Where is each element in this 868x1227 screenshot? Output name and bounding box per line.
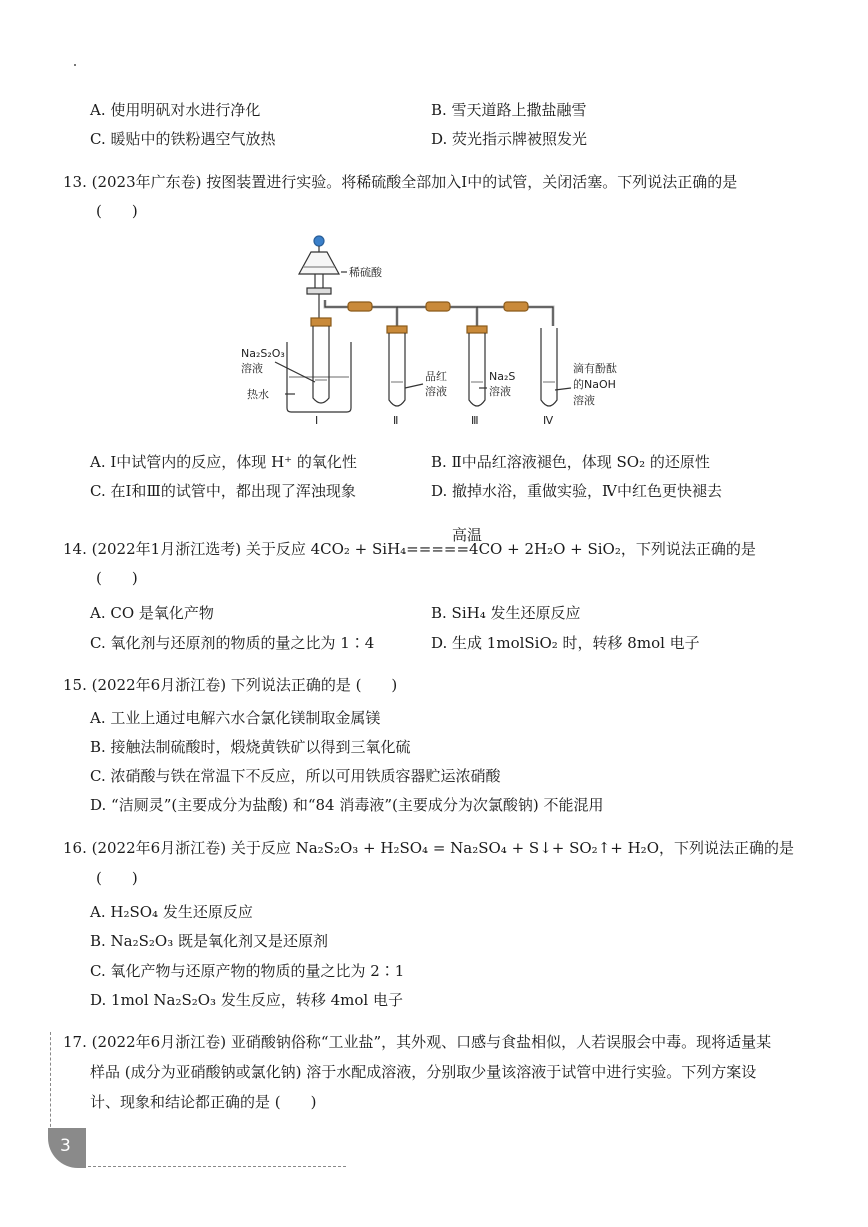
q12-option-a: A. 使用明矾对水进行净化 bbox=[90, 101, 261, 119]
q16-option-b: B. Na₂S₂O₃ 既是氧化剂又是还原剂 bbox=[90, 932, 329, 950]
label-tube-ii: Ⅱ bbox=[393, 414, 399, 427]
q14-answer-paren: ( ) bbox=[96, 569, 138, 587]
q14-option-b: B. SiH₄ 发生还原反应 bbox=[431, 604, 581, 622]
label-naoh: 的NaOH bbox=[573, 378, 616, 391]
label-tube-iii: Ⅲ bbox=[471, 414, 479, 427]
q15-option-c: C. 浓硝酸与铁在常温下不反应，所以可用铁质容器贮运浓硝酸 bbox=[90, 767, 501, 785]
q13-apparatus-diagram bbox=[225, 232, 655, 432]
q12-option-c: C. 暖贴中的铁粉遇空气放热 bbox=[90, 130, 276, 148]
q12-option-b: B. 雪天道路上撒盐融雪 bbox=[431, 101, 587, 119]
label-magenta: 品红 bbox=[425, 370, 447, 383]
q13-option-a: A. Ⅰ中试管内的反应，体现 H⁺ 的氧化性 bbox=[90, 453, 357, 471]
q15-option-a: A. 工业上通过电解六水合氯化镁制取金属镁 bbox=[90, 709, 381, 727]
q15-option-b: B. 接触法制硫酸时，煅烧黄铁矿以得到三氧化硫 bbox=[90, 738, 411, 756]
q16-option-a: A. H₂SO₄ 发生还原反应 bbox=[90, 903, 253, 921]
q12-option-d: D. 荧光指示牌被照发光 bbox=[431, 130, 588, 148]
q15-stem: 15. (2022年6月浙江卷) 下列说法正确的是 ( ) bbox=[63, 676, 398, 694]
q13-option-b: B. Ⅱ中品红溶液褪色，体现 SO₂ 的还原性 bbox=[431, 453, 710, 471]
label-hot-water: 热水 bbox=[247, 388, 269, 401]
q14-stem: 14. (2022年1月浙江选考) 关于反应 4CO₂ + SiH₄=====4CO + 2H₂O + SiO₂，下列说法正确的是 bbox=[63, 540, 756, 558]
label-dilute-sulfuric-acid: 稀硫酸 bbox=[349, 266, 382, 279]
label-na2s2o3-solution: 溶液 bbox=[241, 362, 263, 375]
q16-option-c: C. 氧化产物与还原产物的物质的量之比为 2∶1 bbox=[90, 962, 405, 980]
label-phenolphthalein: 滴有酚酞 bbox=[573, 362, 617, 375]
q13-option-c: C. 在Ⅰ和Ⅲ的试管中，都出现了浑浊现象 bbox=[90, 482, 356, 500]
label-na2s2o3: Na₂S₂O₃ bbox=[241, 347, 285, 360]
q17-stem-line-3: 计、现象和结论都正确的是 ( ) bbox=[90, 1093, 317, 1111]
q13-stem: 13. (2023年广东卷) 按图装置进行实验。将稀硫酸全部加入Ⅰ中的试管，关闭活塞。下列说法正确的是 bbox=[63, 173, 738, 191]
footer-dashed-line bbox=[88, 1166, 346, 1167]
label-na2s-solution: 溶液 bbox=[489, 385, 511, 398]
page-number: 3 bbox=[60, 1136, 71, 1156]
q13-option-d: D. 撤掉水浴，重做实验，Ⅳ中红色更快褪去 bbox=[431, 482, 723, 500]
q16-answer-paren: ( ) bbox=[96, 869, 138, 887]
margin-dashed-line bbox=[50, 1032, 51, 1132]
q14-option-a: A. CO 是氧化产物 bbox=[90, 604, 214, 622]
q13-answer-paren: ( ) bbox=[96, 202, 138, 220]
label-tube-iv: Ⅳ bbox=[543, 414, 554, 427]
label-magenta-solution: 溶液 bbox=[425, 385, 447, 398]
label-na2s: Na₂S bbox=[489, 370, 516, 383]
scan-dot bbox=[74, 64, 76, 66]
q16-option-d: D. 1mol Na₂S₂O₃ 发生反应，转移 4mol 电子 bbox=[90, 991, 403, 1009]
q14-option-d: D. 生成 1molSiO₂ 时，转移 8mol 电子 bbox=[431, 634, 700, 652]
q14-reaction-condition: 高温 bbox=[452, 526, 483, 544]
label-tube-i: Ⅰ bbox=[315, 414, 319, 427]
q17-stem-line-2: 样品 (成分为亚硝酸钠或氯化钠) 溶于水配成溶液，分别取少量该溶液于试管中进行实验。下列方案设 bbox=[90, 1063, 757, 1081]
q15-option-d: D. “洁厕灵”(主要成分为盐酸) 和“84 消毒液”(主要成分为次氯酸钠) 不能混用 bbox=[90, 796, 604, 814]
label-naoh-solution: 溶液 bbox=[573, 394, 595, 407]
q14-option-c: C. 氧化剂与还原剂的物质的量之比为 1∶4 bbox=[90, 634, 375, 652]
q16-stem: 16. (2022年6月浙江卷) 关于反应 Na₂S₂O₃ + H₂SO₄ = Na₂SO₄ + S↓+ SO₂↑+ H₂O，下列说法正确的是 bbox=[63, 839, 794, 857]
q17-stem-line-1: 17. (2022年6月浙江卷) 亚硝酸钠俗称“工业盐”，其外观、口感与食盐相似，人若误服会中毒。现将适量某 bbox=[63, 1033, 772, 1051]
